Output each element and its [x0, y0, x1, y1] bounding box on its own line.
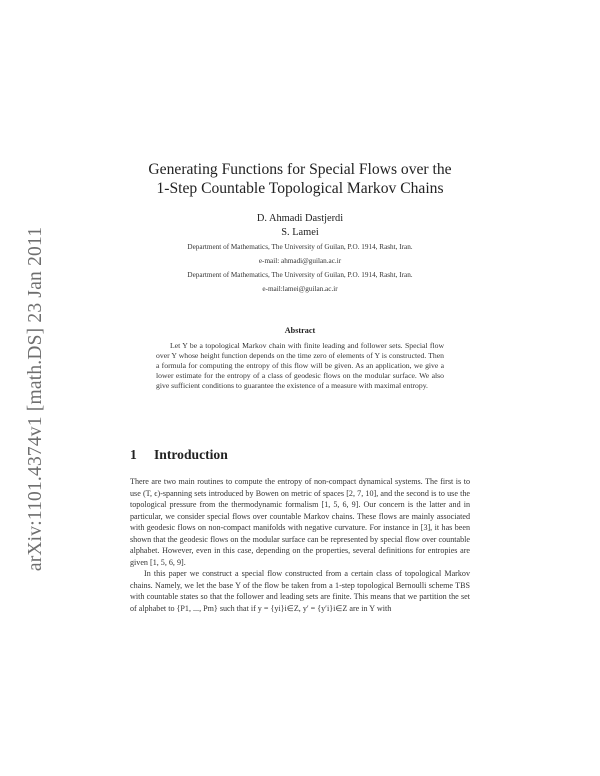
author-list: [150, 212, 450, 240]
section-heading: [130, 447, 228, 463]
arxiv-identifier-text: arXiv:1101.4374v1 [math.DS] 23 Jan 2011: [25, 226, 47, 572]
affiliation-2-email: e-mail:lamei@guilan.ac.ir: [262, 285, 338, 293]
paper-title: [110, 160, 490, 198]
paragraph-2: In this paper we construct a special flow constructed from a certain class of topological Markov chains. Namely, we let the base Y of the flow be taken from a 1-step topological Bernoulli scheme TBS with countable states so that the follower and leading sets are finite. This means that we partition the set of alphabet to {P1, ..., Pm} such that if y = {yi}i∈Z, y′ = {y′i}i∈Z are in Y with: [130, 569, 470, 614]
section-body: [130, 476, 470, 615]
title-line-1: Generating Functions for Special Flows over the: [148, 161, 452, 178]
arxiv-identifier-stamp: [20, 186, 52, 612]
title-line-2: 1-Step Countable Topological Markov Chains: [156, 180, 444, 197]
affiliation-1-email: e-mail: ahmadi@guilan.ac.ir: [258, 257, 342, 265]
paragraph-1: There are two main routines to compute the entropy of non-compact dynamical systems. The first is to use (T, ϵ)-spanning sets introduced by Bowen on metric of spaces [2, 7, 10], and the second is to use the topological pressure from the thermodynamic formalism [1, 5, 6, 9]. Our concern is the latter and in particular, we consider special flows over countable Markov chains. These flows are mainly associated with geodesic flows on non-compact manifolds with negative curvature. For instance in [3], it has been shown that the geodesic flows on the modular surface can be represented by special flow over countable alphabet. However, even in this case, depending on the properties, several definitions for entropies are given [1, 5, 6, 9].: [130, 477, 470, 567]
abstract-heading: Abstract: [284, 326, 316, 335]
abstract-text: Let Y be a topological Markov chain with finite leading and follower sets. Special flow over Y whose height function depends on the time zero of elements of Y is constructed. Then a formula for computing the entropy of this flow will be given. As an application, we give a lower estimate for the entropy of a class of geodesic flows on the modular surface. We also give sufficient conditions to guarantee the existence of a measure with maximal entropy.: [156, 341, 444, 391]
affiliation-1-department: Department of Mathematics, The University of Guilan, P.O. 1914, Rasht, Iran.: [187, 243, 413, 251]
author-2: S. Lamei: [281, 227, 319, 238]
abstract-body: [156, 341, 444, 391]
section-number: 1: [130, 447, 137, 462]
affiliation-2-department: Department of Mathematics, The University of Guilan, P.O. 1914, Rasht, Iran.: [187, 271, 413, 279]
author-1: D. Ahmadi Dastjerdi: [256, 213, 344, 224]
section-title: Introduction: [154, 447, 228, 462]
